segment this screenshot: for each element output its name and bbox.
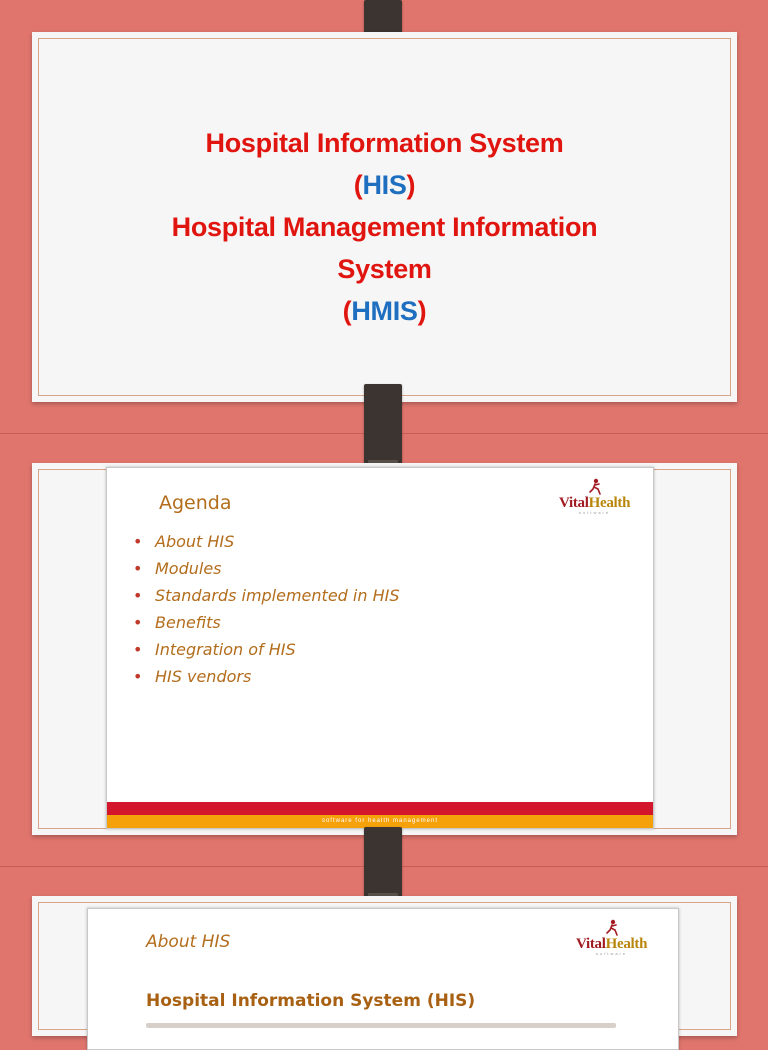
logo-wordmark: VitalHealth (576, 936, 648, 952)
about-his-slide (87, 908, 679, 1050)
title-line-hmis-name-cont: System (337, 254, 432, 284)
slide-card-1 (32, 32, 737, 402)
vitalhealth-logo (559, 478, 630, 515)
title-line-hmis-abbr: (HMIS) (342, 296, 427, 326)
agenda-item: • HIS vendors (133, 663, 399, 690)
runner-figure-icon (604, 919, 620, 937)
logo-wordmark: VitalHealth (559, 495, 631, 511)
runner-figure-icon (587, 478, 603, 496)
title-line-his-abbr: (HIS) (353, 170, 416, 200)
title-line-hmis-name: Hospital Management Information (171, 212, 598, 242)
slide-1-title (32, 122, 737, 332)
agenda-item: • About HIS (133, 528, 399, 555)
logo-tagline: software (579, 510, 611, 515)
vitalhealth-logo (576, 919, 647, 956)
logo-tagline: software (596, 951, 628, 956)
his-definition-heading: Hospital Information System (HIS) (146, 991, 476, 1011)
slide-card-3 (32, 896, 737, 1036)
agenda-list (133, 528, 399, 690)
about-his-heading: About HIS (146, 932, 231, 952)
title-line-his-name: Hospital Information System (205, 128, 564, 158)
binder-clip-middle (364, 384, 402, 464)
binder-clip-bottom (364, 827, 402, 897)
agenda-slide (106, 467, 654, 829)
slide-footer-red-bar (107, 802, 653, 815)
slide-card-2 (32, 463, 737, 835)
agenda-item: • Modules (133, 555, 399, 582)
slide-footer-orange-bar: software for health management (107, 815, 653, 828)
agenda-heading: Agenda (159, 492, 232, 514)
agenda-item: • Integration of HIS (133, 636, 399, 663)
agenda-item: • Benefits (133, 609, 399, 636)
agenda-item: • Standards implemented in HIS (133, 582, 399, 609)
